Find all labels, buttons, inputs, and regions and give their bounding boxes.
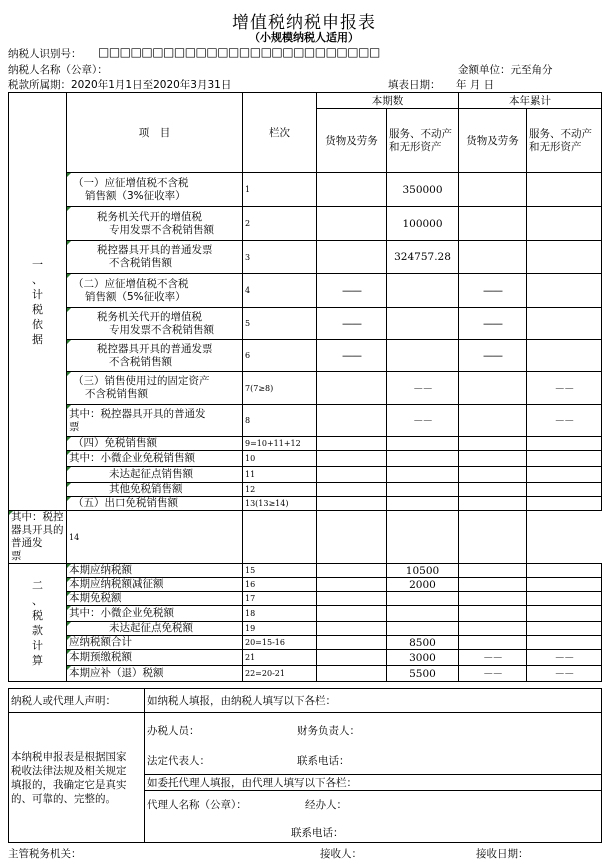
row-item-text: 专用发票不含税销售额: [109, 323, 214, 336]
row-item-label: [67, 578, 243, 592]
row-value-cell[interactable]: [527, 467, 602, 483]
row-line-number: 19: [243, 622, 317, 636]
agent-fill-note: 如委托代理人填报，由代理人填写以下各栏：: [145, 775, 602, 791]
row-line-number: 6: [243, 340, 317, 372]
row-item-text: 本期应纳税额减征额: [69, 578, 164, 590]
row-value-cell: ——: [459, 274, 527, 308]
row-value-cell[interactable]: [243, 511, 317, 564]
row-line-number: 13(13≥14): [243, 497, 317, 511]
row-value-cell[interactable]: [527, 451, 602, 467]
agent-name-label[interactable]: 代理人名称（公章）：: [147, 799, 247, 811]
row-value-cell: －－: [387, 372, 459, 405]
row-value-cell[interactable]: [387, 606, 459, 622]
row-item-text: 应纳税额合计: [69, 636, 132, 648]
row-value-cell[interactable]: [387, 592, 459, 606]
row-value-cell[interactable]: 350000: [387, 173, 459, 207]
column-header-current-period: 本期数: [317, 93, 459, 109]
table-row: [9, 511, 602, 564]
row-value-cell[interactable]: [527, 207, 602, 241]
row-value-cell[interactable]: [459, 451, 527, 467]
section-label-char: 据: [32, 332, 43, 346]
section-label-char: 计: [32, 638, 43, 652]
row-value-cell[interactable]: [317, 636, 387, 650]
row-item-text: 税务机关代开的增值税: [97, 210, 202, 223]
row-value-cell[interactable]: [527, 241, 602, 274]
taxpayer-name-label: 纳税人名称（公章）：: [8, 64, 108, 76]
row-value-cell[interactable]: [317, 405, 387, 437]
row-item-text: 本期免税额: [69, 592, 122, 604]
row-value-cell[interactable]: [317, 241, 387, 274]
section-1-label: [9, 93, 67, 511]
section-label-char: 依: [32, 317, 43, 331]
row-value-cell: ——: [459, 308, 527, 340]
row-value-cell[interactable]: [317, 207, 387, 241]
declaration-line: 填报的，我确定它是真实: [11, 778, 127, 791]
column-header-ytd: 本年累计: [459, 93, 602, 109]
table-row: [9, 592, 602, 606]
row-value-cell[interactable]: [317, 467, 387, 483]
row-item-text: 本期预缴税额: [69, 651, 132, 663]
row-value-cell[interactable]: [459, 405, 527, 437]
row-item-text: （五）出口免税销售额: [73, 497, 178, 509]
form-subtitle: （小规模纳税人适用）: [249, 31, 359, 44]
row-item-text: 其中：小微企业免税销售额: [69, 452, 195, 464]
row-item-label: [67, 274, 243, 308]
row-value-cell[interactable]: [459, 173, 527, 207]
row-item-text: 销售额（3%征收率）: [85, 189, 186, 202]
table-row: [9, 437, 602, 451]
row-item-text: 税控器具开具的普通发票: [97, 244, 213, 256]
row-line-number: 18: [243, 606, 317, 622]
row-line-number: 10: [243, 451, 317, 467]
tax-return-table: [8, 92, 602, 682]
row-item-label: [67, 451, 243, 467]
row-value-cell[interactable]: [317, 650, 387, 666]
row-line-number: 14: [67, 511, 243, 564]
row-value-cell[interactable]: 2000: [387, 578, 459, 592]
row-value-cell[interactable]: [387, 483, 459, 497]
row-value-cell: －－: [387, 405, 459, 437]
section-label-char: 一: [32, 257, 43, 271]
column-header-services-ytd: 服务、不动产和无形资产: [527, 109, 602, 173]
row-item-label: [67, 650, 243, 666]
row-value-cell[interactable]: [317, 483, 387, 497]
fill-date-value[interactable]: 年 月 日: [456, 79, 495, 91]
declaration-title: 纳税人或代理人声明：: [9, 689, 145, 713]
row-value-cell[interactable]: [527, 592, 602, 606]
column-header-goods: 货物及劳务: [317, 109, 387, 173]
row-value-cell[interactable]: [317, 372, 387, 405]
row-value-cell[interactable]: [317, 606, 387, 622]
row-line-number: 1: [243, 173, 317, 207]
row-item-text: 其中：税控器具开具的普通发: [11, 511, 64, 549]
row-item-label: [67, 308, 243, 340]
column-header-item: 项 目: [67, 93, 243, 173]
table-row: [9, 340, 602, 372]
row-item-text: （四）免税销售额: [73, 437, 157, 449]
row-value-cell: －－: [527, 405, 602, 437]
row-item-label: [67, 340, 243, 372]
agent-phone-label[interactable]: 联系电话：: [291, 827, 344, 839]
row-item-text: 销售额（5%征收率）: [85, 290, 186, 303]
section-label-char: 款: [32, 623, 43, 637]
row-value-cell[interactable]: [459, 497, 527, 511]
row-item-label: [67, 173, 243, 207]
row-item-text: 其中：税控器具开具的普通发: [69, 407, 206, 420]
row-value-cell[interactable]: [527, 483, 602, 497]
row-value-cell[interactable]: [459, 606, 527, 622]
table-row: [9, 173, 602, 207]
section-label-char: 二: [32, 578, 43, 592]
row-value-cell[interactable]: [317, 437, 387, 451]
row-value-cell[interactable]: [527, 564, 602, 578]
table-row: [9, 650, 602, 666]
row-value-cell[interactable]: [387, 511, 459, 564]
row-value-cell[interactable]: [459, 241, 527, 274]
row-item-text: 未达起征点销售额: [109, 468, 193, 480]
row-value-cell[interactable]: [527, 497, 602, 511]
row-value-cell[interactable]: [527, 437, 602, 451]
row-value-cell[interactable]: [317, 497, 387, 511]
table-row: [9, 451, 602, 467]
row-value-cell[interactable]: 5500: [387, 666, 459, 682]
row-value-cell[interactable]: [459, 592, 527, 606]
row-item-label: [9, 511, 67, 564]
row-value-cell[interactable]: [387, 340, 459, 372]
tax-officer-label[interactable]: 办税人员：: [147, 725, 200, 737]
row-value-cell[interactable]: [387, 437, 459, 451]
row-item-text: 本期应补（退）税额: [69, 667, 164, 679]
row-value-cell: －－: [459, 650, 527, 666]
row-item-label: [67, 622, 243, 636]
row-item-text: 票: [11, 550, 22, 562]
row-item-text: 未达起征点免税额: [109, 622, 193, 634]
row-line-number: 2: [243, 207, 317, 241]
row-value-cell[interactable]: [317, 564, 387, 578]
row-item-label: [67, 483, 243, 497]
row-line-number: 3: [243, 241, 317, 274]
row-item-text: （二）应征增值税不含税: [73, 277, 189, 290]
row-value-cell[interactable]: [527, 636, 602, 650]
fill-date-label: 填表日期：: [388, 79, 441, 91]
row-value-cell[interactable]: [317, 592, 387, 606]
row-item-text: 不含税销售额: [85, 388, 148, 400]
row-value-cell[interactable]: 8500: [387, 636, 459, 650]
row-value-cell[interactable]: [459, 372, 527, 405]
row-value-cell[interactable]: [387, 467, 459, 483]
column-header-services: 服务、不动产和无形资产: [387, 109, 459, 173]
row-value-cell[interactable]: [527, 622, 602, 636]
row-value-cell[interactable]: 3000: [387, 650, 459, 666]
declaration-table: [8, 688, 602, 843]
self-fill-note: 如纳税人填报，由纳税人填写以下各栏：: [145, 689, 602, 713]
row-value-cell: ——: [317, 274, 387, 308]
amount-unit-label: 金额单位：元至角分: [458, 64, 553, 76]
table-row: [9, 636, 602, 650]
table-row: [9, 483, 602, 497]
table-row: [9, 564, 602, 578]
table-row: [9, 467, 602, 483]
legal-rep-label[interactable]: 法定代表人：: [147, 755, 210, 767]
row-value-cell[interactable]: [527, 308, 602, 340]
row-item-text: 其他免税销售额: [109, 483, 183, 495]
agent-fields: [145, 791, 602, 843]
column-header-goods-ytd: 货物及劳务: [459, 109, 527, 173]
row-value-cell[interactable]: [459, 511, 527, 564]
row-item-label: [67, 241, 243, 274]
row-item-label: [67, 666, 243, 682]
row-line-number: 5: [243, 308, 317, 340]
declaration-body: [9, 713, 145, 843]
section-2-label: [9, 564, 67, 682]
row-item-label: [67, 564, 243, 578]
row-value-cell[interactable]: [459, 207, 527, 241]
row-line-number: 8: [243, 405, 317, 437]
row-item-label: [67, 437, 243, 451]
row-item-text: 不含税销售额: [109, 257, 172, 269]
row-line-number: 22=20-21: [243, 666, 317, 682]
row-item-text: 其中：小微企业免税额: [69, 607, 174, 619]
row-value-cell[interactable]: [527, 173, 602, 207]
section-label-char: 、: [32, 272, 43, 286]
table-row: [9, 497, 602, 511]
row-item-label: [67, 467, 243, 483]
row-value-cell[interactable]: [387, 274, 459, 308]
table-row: [9, 207, 602, 241]
section-label-char: 税: [32, 302, 43, 316]
table-row: [9, 606, 602, 622]
row-value-cell: ——: [317, 340, 387, 372]
row-item-text: 专用发票不含税销售额: [109, 223, 214, 236]
table-row: [9, 241, 602, 274]
row-value-cell[interactable]: [387, 308, 459, 340]
row-value-cell[interactable]: 100000: [387, 207, 459, 241]
row-value-cell[interactable]: [317, 666, 387, 682]
row-value-cell[interactable]: [459, 578, 527, 592]
row-item-text: 税控器具开具的普通发票: [97, 342, 213, 355]
row-value-cell[interactable]: [459, 483, 527, 497]
self-fill-fields: [145, 713, 602, 775]
row-item-label: [67, 606, 243, 622]
finance-head-label[interactable]: 财务负责人：: [297, 725, 360, 737]
table-row: [9, 274, 602, 308]
row-value-cell[interactable]: [527, 606, 602, 622]
table-row: [9, 666, 602, 682]
row-value-cell[interactable]: [527, 274, 602, 308]
row-item-label: [67, 405, 243, 437]
row-value-cell: ——: [317, 308, 387, 340]
section-label-char: 计: [32, 287, 43, 301]
taxpayer-id-boxes[interactable]: □□□□□□□□□□□□□□□□□□□□□□□□□□: [98, 45, 380, 59]
declaration-line: 的、可靠的、完整的。: [11, 792, 116, 805]
section-label-char: 、: [32, 593, 43, 607]
row-item-text: 本期应纳税额: [69, 564, 132, 576]
row-item-label: [67, 372, 243, 405]
phone-label[interactable]: 联系电话：: [297, 755, 350, 767]
row-value-cell[interactable]: [317, 511, 387, 564]
row-line-number: 12: [243, 483, 317, 497]
row-item-text: （三）销售使用过的固定资产: [73, 375, 210, 387]
declaration-line: 税收法律法规及相关规定: [11, 764, 127, 777]
row-value-cell[interactable]: 324757.28: [387, 241, 459, 274]
column-header-line: 栏次: [243, 93, 317, 173]
section-label-char: 算: [32, 653, 43, 667]
tax-authority-label: 主管税务机关：: [8, 848, 82, 860]
table-row: [9, 405, 602, 437]
section-label-char: 税: [32, 608, 43, 622]
row-item-text: （一）应征增值税不含税: [73, 176, 189, 189]
row-item-text: 税务机关代开的增值税: [97, 310, 202, 323]
row-item-label: [67, 207, 243, 241]
row-value-cell[interactable]: [317, 578, 387, 592]
row-value-cell[interactable]: [317, 173, 387, 207]
row-value-cell: ——: [459, 340, 527, 372]
form-title: 增值税纳税申报表: [232, 13, 376, 33]
row-line-number: 11: [243, 467, 317, 483]
row-value-cell[interactable]: [387, 622, 459, 636]
table-row: [9, 578, 602, 592]
row-line-number: 20=15-16: [243, 636, 317, 650]
row-line-number: 21: [243, 650, 317, 666]
row-line-number: 16: [243, 578, 317, 592]
row-value-cell[interactable]: [459, 622, 527, 636]
row-line-number: 9=10+11+12: [243, 437, 317, 451]
row-value-cell[interactable]: [527, 578, 602, 592]
row-item-label: [67, 497, 243, 511]
handler-label[interactable]: 经办人：: [305, 799, 347, 811]
row-value-cell: －－: [459, 666, 527, 682]
table-row: [9, 308, 602, 340]
row-value-cell[interactable]: [387, 497, 459, 511]
row-value-cell[interactable]: [527, 340, 602, 372]
row-item-label: [67, 636, 243, 650]
row-value-cell[interactable]: [459, 437, 527, 451]
row-value-cell[interactable]: [459, 467, 527, 483]
row-line-number: 4: [243, 274, 317, 308]
row-value-cell[interactable]: 10500: [387, 564, 459, 578]
receiver-label: 接收人：: [320, 848, 362, 860]
row-item-label: [67, 592, 243, 606]
receive-date-label: 接收日期：: [476, 848, 529, 860]
tax-period-label: 税款所属期：2020年1月1日至2020年3月31日: [8, 79, 232, 91]
row-value-cell: －－: [527, 650, 602, 666]
row-line-number: 7(7≥8): [243, 372, 317, 405]
row-value-cell[interactable]: [387, 451, 459, 467]
row-line-number: 15: [243, 564, 317, 578]
row-value-cell[interactable]: [459, 564, 527, 578]
table-row: [9, 372, 602, 405]
declaration-line: 本纳税申报表是根据国家: [11, 750, 127, 763]
row-item-text: 不含税销售额: [109, 355, 172, 368]
row-value-cell: －－: [527, 372, 602, 405]
taxpayer-id-label: 纳税人识别号：: [8, 48, 82, 60]
row-item-text: 票: [69, 420, 80, 433]
row-value-cell: －－: [527, 666, 602, 682]
table-row: [9, 622, 602, 636]
row-value-cell[interactable]: [317, 622, 387, 636]
row-value-cell[interactable]: [317, 451, 387, 467]
row-value-cell[interactable]: [459, 636, 527, 650]
row-line-number: 17: [243, 592, 317, 606]
